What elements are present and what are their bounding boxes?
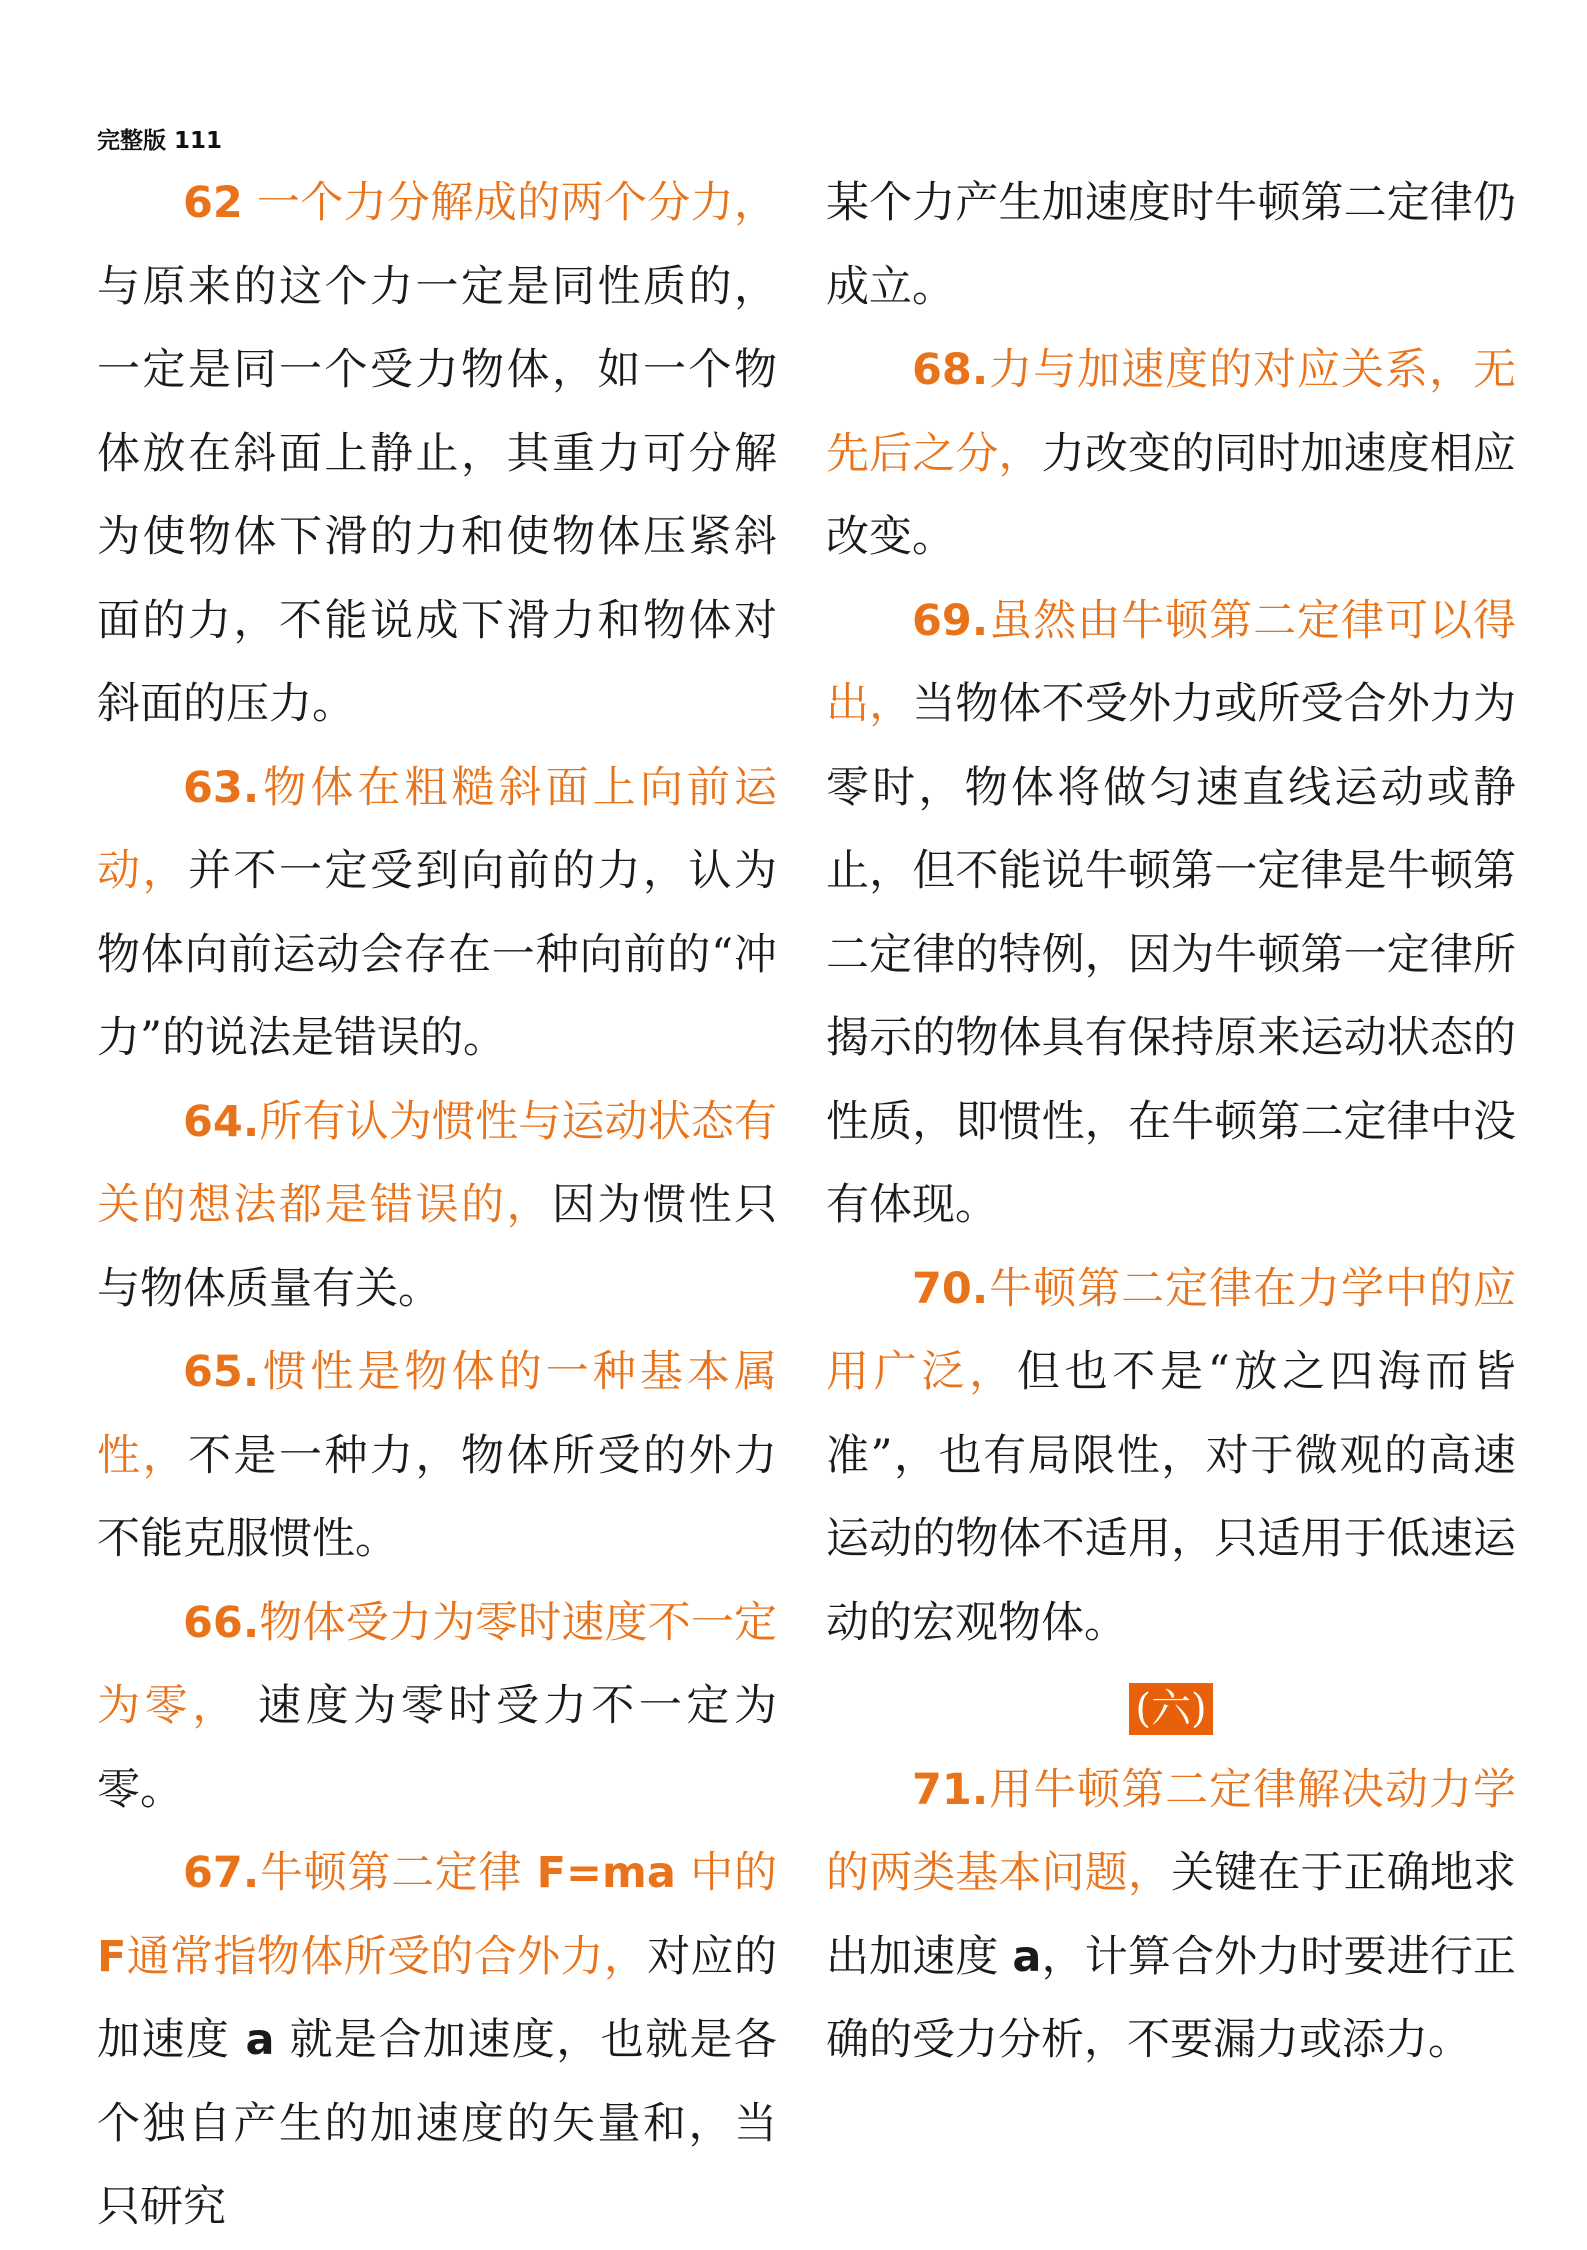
formula-text: F=ma xyxy=(536,1848,676,1898)
item-text: 但也不是“放之四海而皆准”，也有局限性，对于微观的高速运动的物体不适用，只适用于低速运动的宏观物体。 xyxy=(826,1347,1517,1648)
item-69 xyxy=(826,580,1516,1248)
item-highlight: 物体受力为零时速度不一定为零， xyxy=(97,1597,777,1731)
item-number: 64. xyxy=(183,1096,260,1147)
item-text: 当物体不受外力或所受合外力为零时，物体将做匀速直线运动或静止，但不能说牛顿第一定律是牛顿第二定律的特例，因为牛顿第一定律所揭示的物体具有保持原来运动状态的性质，即惯性，在牛顿第二定律中没有体现。 xyxy=(826,679,1517,1230)
item-text: 因为惯性只与物体质量有关。 xyxy=(97,1180,777,1314)
item-text: 对应的加速度 xyxy=(97,1931,777,2065)
item-70 xyxy=(826,1248,1516,1666)
item-highlight: 惯性是物体的一种基本属性， xyxy=(97,1347,777,1481)
item-63 xyxy=(97,747,777,1081)
item-68 xyxy=(826,329,1516,580)
section-badge: (六) xyxy=(1129,1683,1212,1735)
section-heading xyxy=(826,1665,1516,1749)
item-highlight: 用牛顿第二定律解决动力学的两类基本问题， xyxy=(826,1764,1516,1898)
item-text: 力改变的同时加速度相应改变。 xyxy=(826,428,1517,562)
item-62 xyxy=(97,162,777,747)
item-number: 63. xyxy=(183,762,260,813)
item-71 xyxy=(826,1749,1516,2083)
item-67 xyxy=(97,1832,777,2250)
item-highlight: 所有认为惯性与运动状态有关的想法都是错误的， xyxy=(97,1096,777,1230)
item-highlight: 力与加速度的对应关系，无先后之分， xyxy=(826,345,1516,479)
item-text: 不是一种力，物体所受的外力不能克服惯性。 xyxy=(97,1430,777,1564)
page-header: 完整版 111 xyxy=(97,128,223,154)
formula-symbol: a xyxy=(1012,1931,1042,1982)
right-column xyxy=(826,162,1516,2083)
item-number: 68. xyxy=(912,345,989,395)
item-highlight: 一个力分解成的两个分力， xyxy=(242,178,777,228)
item-highlight: 牛顿第二定律在力学中的应用广泛， xyxy=(826,1263,1516,1397)
formula-symbol: F xyxy=(97,1931,127,1982)
item-67-continued xyxy=(826,162,1516,329)
item-number: 66. xyxy=(183,1597,260,1648)
item-number: 62 xyxy=(183,178,243,228)
item-text: ，计算合外力时要进行正确的受力分析，不要漏力或添力。 xyxy=(826,1931,1517,2065)
formula-symbol: a xyxy=(245,2015,275,2065)
item-text: 关键在于正确地求出加速度 xyxy=(826,1848,1517,1982)
item-number: 65. xyxy=(183,1347,260,1397)
item-text: 并不一定受到向前的力，认为物体向前运动会存在一种向前的“冲力”的说法是错误的。 xyxy=(97,846,777,1063)
item-highlight: 中的 xyxy=(675,1848,778,1898)
item-text: 就是合加速度，也就是各个独自产生的加速度的矢量和，当只研究 xyxy=(97,2015,777,2232)
item-highlight: 通常指物体所受的合外力， xyxy=(126,1931,648,1982)
item-text: 某个力产生加速度时牛顿第二定律仍成立。 xyxy=(826,178,1516,312)
item-number: 67. xyxy=(183,1848,260,1898)
item-number: 71. xyxy=(912,1764,989,1815)
item-66 xyxy=(97,1582,777,1833)
item-65 xyxy=(97,1331,777,1582)
item-highlight: 物体在粗糙斜面上向前运动， xyxy=(97,762,777,896)
left-column xyxy=(97,162,777,2250)
item-highlight: 虽然由牛顿第二定律可以得出， xyxy=(826,595,1516,729)
item-text: 速度为零时受力不一定为零。 xyxy=(97,1681,778,1815)
item-number: 70. xyxy=(912,1263,989,1314)
item-highlight: 牛顿第二定律 xyxy=(259,1848,537,1898)
item-64 xyxy=(97,1081,777,1332)
item-number: 69. xyxy=(912,595,989,646)
item-text: 与原来的这个力一定是同性质的，一定是同一个受力物体，如一个物体放在斜面上静止，其重力可分解为使物体下滑的力和使物体压紧斜面的力，不能说成下滑力和物体对斜面的压力。 xyxy=(97,261,777,729)
